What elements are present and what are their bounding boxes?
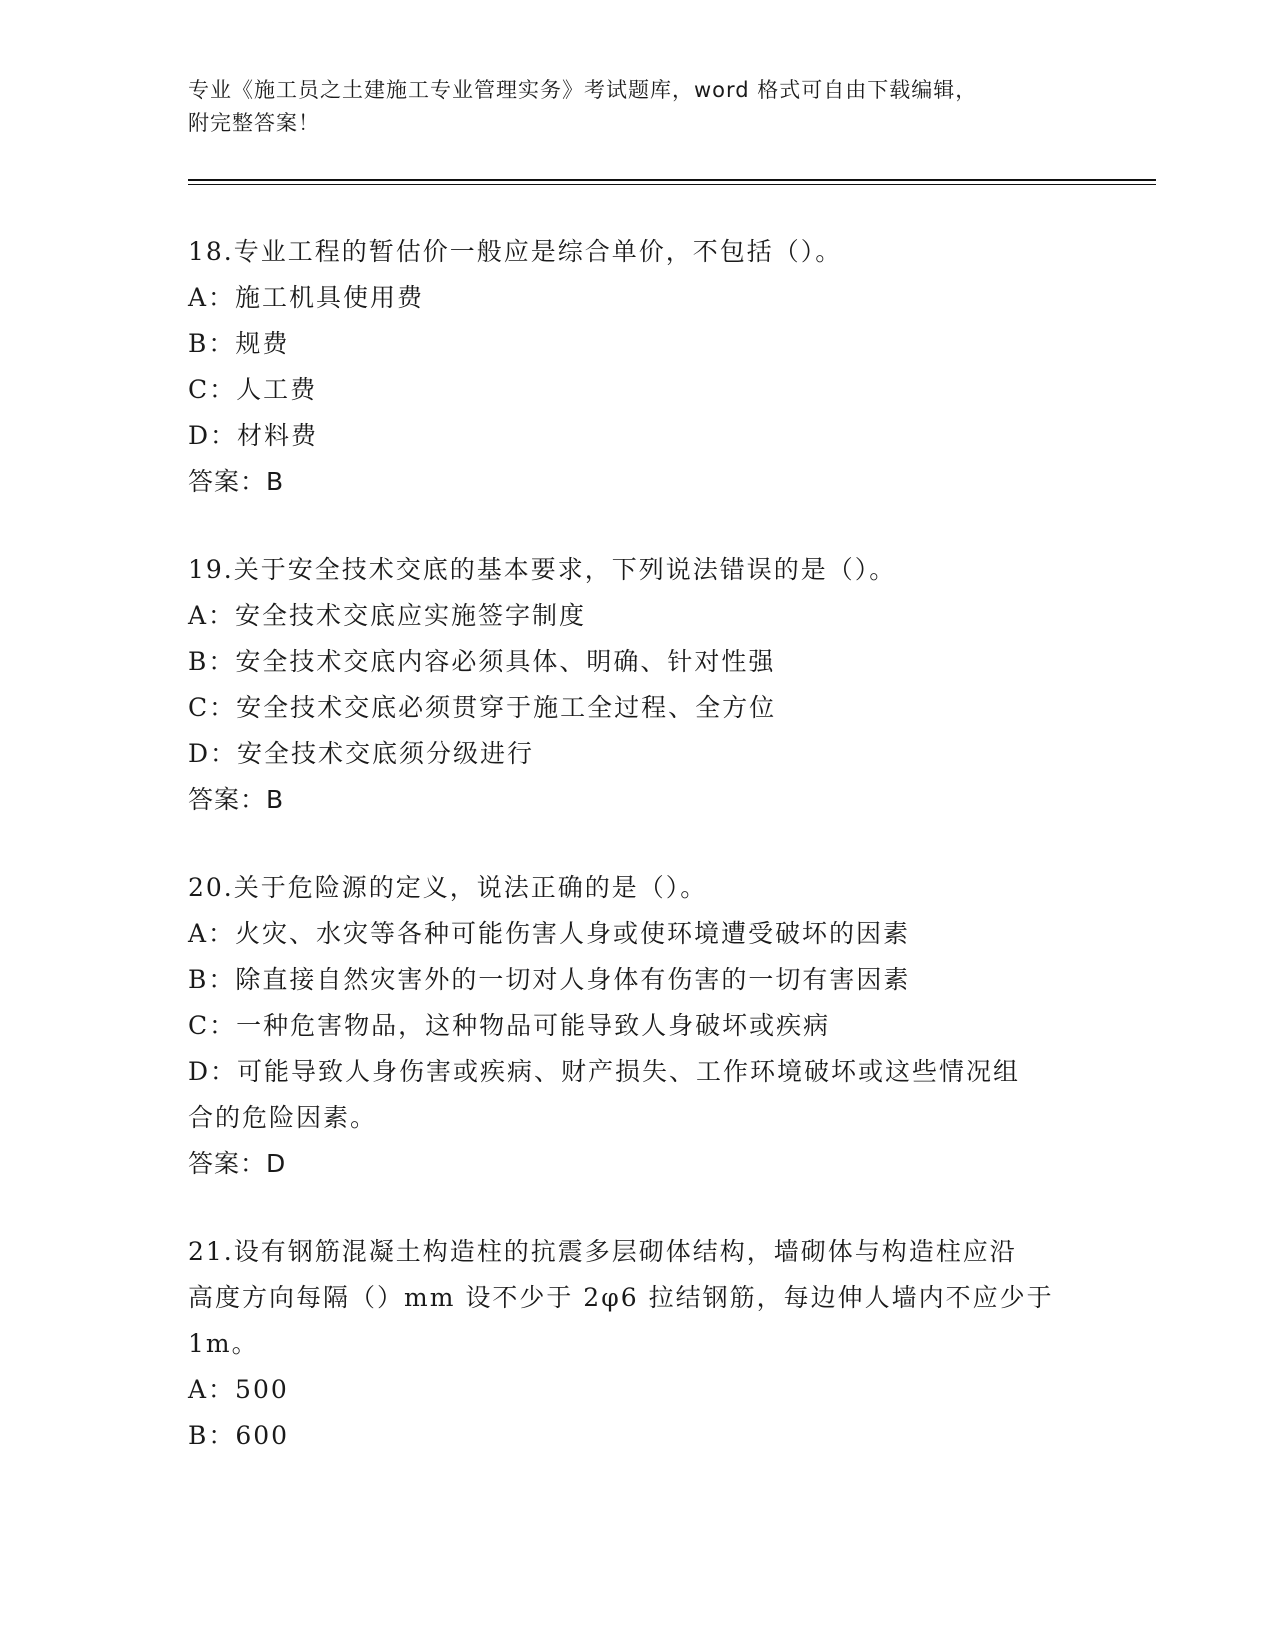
option-c: C：一种危害物品，这种物品可能导致人身破坏或疾病 — [188, 1011, 831, 1040]
option-a: A：火灾、水灾等各种可能伤害人身或使环境遭受破坏的因素 — [188, 919, 911, 948]
document-header — [188, 74, 1088, 140]
option-c: C：人工费 — [188, 375, 318, 404]
question-stem: 18.专业工程的暂估价一般应是综合单价，不包括（）。 — [188, 237, 843, 266]
question-stem-continued: 1m。 — [188, 1329, 259, 1358]
question-19 — [188, 547, 1088, 823]
question-20 — [188, 865, 1088, 1187]
option-a: A：500 — [188, 1375, 289, 1404]
question-list — [188, 229, 1088, 1501]
option-d: D：安全技术交底须分级进行 — [188, 739, 535, 768]
question-stem: 21.设有钢筋混凝土构造柱的抗震多层砌体结构，墙砌体与构造柱应沿 — [188, 1237, 1017, 1266]
option-d: D：可能导致人身伤害或疾病、财产损失、工作环境破坏或这些情况组 — [188, 1057, 1021, 1086]
question-18 — [188, 229, 1088, 505]
option-b: B：规费 — [188, 329, 290, 358]
answer-text: 答案：B — [188, 467, 285, 496]
option-b: B：安全技术交底内容必须具体、明确、针对性强 — [188, 647, 776, 676]
header-line-1: 专业《施工员之土建施工专业管理实务》考试题库，word 格式可自由下载编辑， — [188, 78, 978, 102]
option-a: A：安全技术交底应实施签字制度 — [188, 601, 587, 630]
question-stem: 19.关于安全技术交底的基本要求，下列说法错误的是（）。 — [188, 555, 897, 584]
answer-text: 答案：D — [188, 1149, 287, 1178]
option-c: C：安全技术交底必须贯穿于施工全过程、全方位 — [188, 693, 777, 722]
header-divider-thin — [188, 184, 1156, 185]
question-stem-continued: 高度方向每隔（）mm 设不少于 2φ6 拉结钢筋，每边伸人墙内不应少于 — [188, 1283, 1054, 1312]
option-d: D：材料费 — [188, 421, 319, 450]
answer-text: 答案：B — [188, 785, 285, 814]
option-b: B：除直接自然灾害外的一切对人身体有伤害的一切有害因素 — [188, 965, 911, 994]
question-21 — [188, 1229, 1088, 1459]
header-divider — [188, 179, 1156, 181]
option-b: B：600 — [188, 1421, 290, 1450]
header-line-2: 附完整答案！ — [188, 111, 320, 135]
option-d-continued: 合的危险因素。 — [188, 1103, 378, 1132]
question-stem: 20.关于危险源的定义，说法正确的是（）。 — [188, 873, 708, 902]
option-a: A：施工机具使用费 — [188, 283, 425, 312]
